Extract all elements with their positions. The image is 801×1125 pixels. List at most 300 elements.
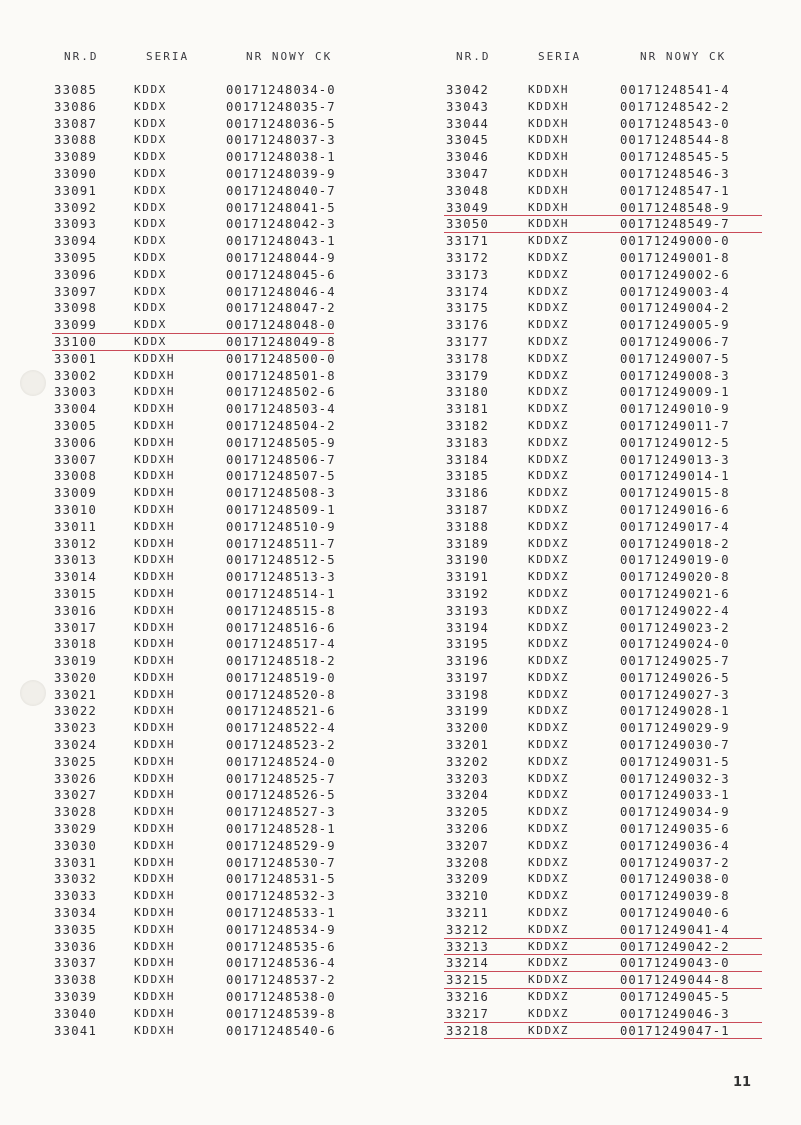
row-seria: KDDXH (134, 855, 176, 869)
row-seria: KDDXH (134, 402, 176, 416)
row-seria: KDDXZ (528, 670, 570, 684)
table-row (54, 216, 394, 233)
row-number: 00171249029-9 (620, 721, 730, 736)
table-row (54, 99, 394, 116)
row-number: 00171248044-9 (226, 250, 336, 265)
row-nr: 33186 (446, 486, 490, 501)
row-nr: 33191 (446, 570, 490, 585)
row-seria: KDDXZ (528, 452, 570, 466)
row-seria: KDDXH (134, 788, 176, 802)
header-number: NR NOWY CK (246, 50, 333, 63)
table-row (54, 284, 394, 301)
row-nr: 33045 (446, 133, 490, 148)
row-nr: 33210 (446, 889, 490, 904)
row-number: 00171249022-4 (620, 603, 730, 618)
table-row (54, 922, 394, 939)
row-number: 00171249018-2 (620, 536, 730, 551)
row-nr: 33035 (54, 922, 98, 937)
row-number: 00171248534-9 (226, 922, 336, 937)
row-nr: 33009 (54, 486, 98, 501)
row-nr: 33200 (446, 721, 490, 736)
left-rows (54, 82, 394, 1039)
row-nr: 33028 (54, 805, 98, 820)
row-seria: KDDXZ (528, 469, 570, 483)
row-seria: KDDX (134, 301, 167, 315)
row-nr: 33092 (54, 200, 98, 215)
table-row (446, 603, 766, 620)
table-row (54, 166, 394, 183)
row-nr: 33032 (54, 872, 98, 887)
table-row (54, 636, 394, 653)
row-nr: 33031 (54, 855, 98, 870)
row-seria: KDDXH (134, 990, 176, 1004)
table-row (446, 317, 766, 334)
row-nr: 33018 (54, 637, 98, 652)
row-nr: 33023 (54, 721, 98, 736)
row-number: 00171249027-3 (620, 687, 730, 702)
row-seria: KDDXH (134, 939, 176, 953)
row-seria: KDDXZ (528, 570, 570, 584)
row-seria: KDDX (134, 116, 167, 130)
table-row (54, 452, 394, 469)
row-seria: KDDXH (134, 1006, 176, 1020)
row-nr: 33196 (446, 654, 490, 669)
table-row (54, 838, 394, 855)
row-nr: 33043 (446, 99, 490, 114)
row-seria: KDDXH (134, 654, 176, 668)
row-number: 00171248531-5 (226, 872, 336, 887)
row-number: 00171249044-8 (620, 973, 730, 988)
table-row (446, 754, 766, 771)
table-row (54, 620, 394, 637)
table-row (446, 653, 766, 670)
row-number: 00171249030-7 (620, 738, 730, 753)
row-number: 00171248530-7 (226, 855, 336, 870)
row-nr: 33190 (446, 553, 490, 568)
row-seria: KDDXH (134, 570, 176, 584)
row-seria: KDDXH (134, 418, 176, 432)
row-nr: 33218 (446, 1023, 490, 1038)
row-number: 00171248048-0 (226, 318, 336, 333)
row-number: 00171248535-6 (226, 939, 336, 954)
row-nr: 33195 (446, 637, 490, 652)
row-seria: KDDXZ (528, 418, 570, 432)
row-number: 00171248545-5 (620, 150, 730, 165)
row-seria: KDDXH (134, 805, 176, 819)
row-number: 00171249020-8 (620, 570, 730, 585)
row-nr: 33206 (446, 822, 490, 837)
table-row (54, 1023, 394, 1040)
row-nr: 33177 (446, 334, 490, 349)
row-seria: KDDXZ (528, 906, 570, 920)
row-nr: 33030 (54, 838, 98, 853)
table-row (446, 787, 766, 804)
row-seria: KDDXZ (528, 402, 570, 416)
row-number: 00171249015-8 (620, 486, 730, 501)
row-number: 00171249001-8 (620, 250, 730, 265)
table-row (446, 401, 766, 418)
table-row (446, 116, 766, 133)
row-seria: KDDXH (134, 519, 176, 533)
row-seria: KDDXZ (528, 687, 570, 701)
row-seria: KDDXH (134, 670, 176, 684)
row-seria: KDDXH (134, 1023, 176, 1037)
row-nr: 33021 (54, 687, 98, 702)
row-number: 00171248509-1 (226, 502, 336, 517)
row-seria: KDDXZ (528, 637, 570, 651)
table-row (446, 233, 766, 250)
row-nr: 33088 (54, 133, 98, 148)
row-nr: 33204 (446, 788, 490, 803)
table-row (446, 821, 766, 838)
row-nr: 33172 (446, 250, 490, 265)
row-nr: 33027 (54, 788, 98, 803)
row-seria: KDDXH (134, 586, 176, 600)
row-seria: KDDX (134, 267, 167, 281)
row-seria: KDDXZ (528, 284, 570, 298)
row-seria: KDDXZ (528, 838, 570, 852)
row-number: 00171249026-5 (620, 670, 730, 685)
row-number: 00171248504-2 (226, 418, 336, 433)
row-number: 00171248522-4 (226, 721, 336, 736)
table-row (446, 905, 766, 922)
row-nr: 33181 (446, 402, 490, 417)
row-number: 00171248512-5 (226, 553, 336, 568)
row-number: 00171248049-8 (226, 334, 336, 349)
table-row (54, 569, 394, 586)
row-seria: KDDXZ (528, 586, 570, 600)
row-seria: KDDXH (134, 906, 176, 920)
row-seria: KDDXZ (528, 435, 570, 449)
table-row (54, 334, 394, 351)
table-row (446, 720, 766, 737)
table-row (54, 787, 394, 804)
row-number: 00171248506-7 (226, 452, 336, 467)
row-nr: 33010 (54, 502, 98, 517)
row-number: 00171248039-9 (226, 166, 336, 181)
row-number: 00171248501-8 (226, 368, 336, 383)
row-seria: KDDXZ (528, 805, 570, 819)
row-nr: 33205 (446, 805, 490, 820)
row-number: 00171248513-3 (226, 570, 336, 585)
row-number: 00171248503-4 (226, 402, 336, 417)
table-row (446, 418, 766, 435)
row-number: 00171249002-6 (620, 267, 730, 282)
row-nr: 33183 (446, 435, 490, 450)
row-seria: KDDXH (134, 502, 176, 516)
table-row (54, 888, 394, 905)
table-row (54, 351, 394, 368)
row-seria: KDDX (134, 183, 167, 197)
row-number: 00171248544-8 (620, 133, 730, 148)
row-nr: 33049 (446, 200, 490, 215)
table-row (446, 620, 766, 637)
row-number: 00171248510-9 (226, 519, 336, 534)
row-nr: 33037 (54, 956, 98, 971)
row-seria: KDDX (134, 99, 167, 113)
row-nr: 33216 (446, 990, 490, 1005)
table-row (446, 586, 766, 603)
table-row (446, 452, 766, 469)
row-number: 00171249008-3 (620, 368, 730, 383)
row-number: 00171248518-2 (226, 654, 336, 669)
row-seria: KDDXZ (528, 855, 570, 869)
table-row (446, 267, 766, 284)
row-nr: 33213 (446, 939, 490, 954)
row-number: 00171249016-6 (620, 502, 730, 517)
row-nr: 33041 (54, 1023, 98, 1038)
table-row (54, 754, 394, 771)
row-seria: KDDXH (134, 637, 176, 651)
table-row (446, 771, 766, 788)
page-number: 11 (733, 1075, 752, 1090)
row-number: 00171248532-3 (226, 889, 336, 904)
table-row (446, 536, 766, 553)
table-row (54, 771, 394, 788)
row-number: 00171248514-1 (226, 586, 336, 601)
header-nr: NR.D (456, 50, 491, 63)
row-seria: KDDXZ (528, 385, 570, 399)
row-seria: KDDXH (528, 83, 570, 96)
row-seria: KDDXZ (528, 301, 570, 315)
table-row (54, 116, 394, 133)
row-nr: 33019 (54, 654, 98, 669)
row-nr: 33005 (54, 418, 98, 433)
table-row (446, 284, 766, 301)
row-nr: 33217 (446, 1006, 490, 1021)
row-nr: 33174 (446, 284, 490, 299)
row-nr: 33086 (54, 99, 98, 114)
row-nr: 33194 (446, 620, 490, 635)
row-seria: KDDXZ (528, 704, 570, 718)
row-nr: 33175 (446, 301, 490, 316)
table-row (446, 871, 766, 888)
row-nr: 33198 (446, 687, 490, 702)
row-number: 00171248507-5 (226, 469, 336, 484)
row-number: 00171248500-0 (226, 351, 336, 366)
table-row (446, 838, 766, 855)
row-number: 00171249007-5 (620, 351, 730, 366)
table-row (446, 519, 766, 536)
row-nr: 33100 (54, 334, 98, 349)
table-row (446, 888, 766, 905)
row-seria: KDDXZ (528, 721, 570, 735)
table-row (54, 955, 394, 972)
row-nr: 33097 (54, 284, 98, 299)
table-row (54, 149, 394, 166)
row-seria: KDDX (134, 166, 167, 180)
right-column-header (446, 44, 766, 74)
row-seria: KDDX (134, 150, 167, 164)
row-number: 00171248035-7 (226, 99, 336, 114)
row-seria: KDDXZ (528, 754, 570, 768)
row-nr: 33188 (446, 519, 490, 534)
row-nr: 33189 (446, 536, 490, 551)
row-number: 00171248541-4 (620, 83, 730, 97)
row-nr: 33180 (446, 385, 490, 400)
punch-hole (20, 370, 46, 396)
table-row (54, 821, 394, 838)
row-number: 00171249028-1 (620, 704, 730, 719)
row-nr: 33089 (54, 150, 98, 165)
row-seria: KDDXH (134, 738, 176, 752)
table-row (54, 401, 394, 418)
table-row (446, 485, 766, 502)
row-number: 00171249003-4 (620, 284, 730, 299)
table-row (54, 233, 394, 250)
row-seria: KDDXZ (528, 620, 570, 634)
row-seria: KDDXH (134, 973, 176, 987)
table-row (446, 334, 766, 351)
row-seria: KDDXH (528, 200, 570, 214)
row-nr: 33193 (446, 603, 490, 618)
row-nr: 33006 (54, 435, 98, 450)
row-number: 00171248526-5 (226, 788, 336, 803)
table-row (54, 972, 394, 989)
row-number: 00171249013-3 (620, 452, 730, 467)
row-nr: 33050 (446, 217, 490, 232)
table-row (54, 670, 394, 687)
table-row (54, 989, 394, 1006)
row-nr: 33034 (54, 906, 98, 921)
table-row (446, 82, 766, 99)
table-row (446, 216, 766, 233)
table-row (54, 804, 394, 821)
row-nr: 33095 (54, 250, 98, 265)
row-seria: KDDXZ (528, 990, 570, 1004)
row-seria: KDDXZ (528, 1023, 570, 1037)
row-nr: 33192 (446, 586, 490, 601)
table-row (446, 703, 766, 720)
header-seria: SERIA (146, 50, 190, 63)
row-number: 00171249041-4 (620, 922, 730, 937)
row-nr: 33042 (446, 83, 490, 97)
row-nr: 33048 (446, 183, 490, 198)
row-nr: 33215 (446, 973, 490, 988)
row-nr: 33211 (446, 906, 490, 921)
row-nr: 33016 (54, 603, 98, 618)
table-row (54, 905, 394, 922)
table-row (446, 670, 766, 687)
table-row (446, 384, 766, 401)
row-seria: KDDXZ (528, 519, 570, 533)
row-nr: 33207 (446, 838, 490, 853)
row-nr: 33171 (446, 234, 490, 249)
row-seria: KDDXZ (528, 351, 570, 365)
row-number: 00171249037-2 (620, 855, 730, 870)
row-seria: KDDXH (134, 721, 176, 735)
row-seria: KDDXZ (528, 738, 570, 752)
table-row (446, 855, 766, 872)
row-number: 00171248036-5 (226, 116, 336, 131)
row-nr: 33046 (446, 150, 490, 165)
row-nr: 33202 (446, 754, 490, 769)
row-number: 00171248536-4 (226, 956, 336, 971)
row-number: 00171248525-7 (226, 771, 336, 786)
row-seria: KDDXZ (528, 318, 570, 332)
table-row (446, 99, 766, 116)
row-nr: 33179 (446, 368, 490, 383)
row-seria: KDDXZ (528, 1006, 570, 1020)
row-number: 00171249031-5 (620, 754, 730, 769)
table-row (54, 502, 394, 519)
row-nr: 33039 (54, 990, 98, 1005)
row-nr: 33182 (446, 418, 490, 433)
table-row (54, 250, 394, 267)
row-number: 00171249047-1 (620, 1023, 730, 1038)
table-row (446, 368, 766, 385)
row-seria: KDDXH (134, 704, 176, 718)
right-rows (446, 82, 766, 1039)
row-number: 00171249032-3 (620, 771, 730, 786)
row-seria: KDDXH (134, 435, 176, 449)
row-seria: KDDXH (528, 116, 570, 130)
row-nr: 33012 (54, 536, 98, 551)
header-nr: NR.D (64, 50, 99, 63)
row-seria: KDDX (134, 318, 167, 332)
row-number: 00171249038-0 (620, 872, 730, 887)
row-number: 00171249000-0 (620, 234, 730, 249)
row-nr: 33085 (54, 83, 98, 97)
row-seria: KDDXH (134, 838, 176, 852)
row-seria: KDDXH (134, 351, 176, 365)
row-seria: KDDXZ (528, 654, 570, 668)
row-seria: KDDXH (134, 368, 176, 382)
row-nr: 33002 (54, 368, 98, 383)
row-seria: KDDXZ (528, 771, 570, 785)
row-seria: KDDXH (134, 872, 176, 886)
table-row (54, 603, 394, 620)
table-row (54, 317, 394, 334)
row-nr: 33214 (446, 956, 490, 971)
row-number: 00171248511-7 (226, 536, 336, 551)
table-row (446, 804, 766, 821)
row-seria: KDDXZ (528, 234, 570, 248)
row-number: 00171249025-7 (620, 654, 730, 669)
row-nr: 33022 (54, 704, 98, 719)
table-row (54, 82, 394, 99)
table-row (446, 149, 766, 166)
row-number: 00171248538-0 (226, 990, 336, 1005)
row-number: 00171249042-2 (620, 939, 730, 954)
row-seria: KDDXH (528, 217, 570, 231)
row-seria: KDDXH (134, 553, 176, 567)
row-number: 00171249045-5 (620, 990, 730, 1005)
row-seria: KDDXH (134, 771, 176, 785)
table-row (54, 703, 394, 720)
row-number: 00171248038-1 (226, 150, 336, 165)
row-seria: KDDX (134, 133, 167, 147)
table-row (446, 687, 766, 704)
row-nr: 33199 (446, 704, 490, 719)
row-number: 00171248548-9 (620, 200, 730, 215)
table-row (446, 939, 766, 956)
row-number: 00171249034-9 (620, 805, 730, 820)
row-nr: 33024 (54, 738, 98, 753)
row-number: 00171249014-1 (620, 469, 730, 484)
row-number: 00171249009-1 (620, 385, 730, 400)
table-row (446, 351, 766, 368)
row-seria: KDDXZ (528, 788, 570, 802)
row-nr: 33008 (54, 469, 98, 484)
row-nr: 33090 (54, 166, 98, 181)
row-number: 00171249004-2 (620, 301, 730, 316)
table-row (54, 132, 394, 149)
table-row (446, 300, 766, 317)
row-seria: KDDXH (528, 99, 570, 113)
row-nr: 33011 (54, 519, 98, 534)
table-row (54, 519, 394, 536)
